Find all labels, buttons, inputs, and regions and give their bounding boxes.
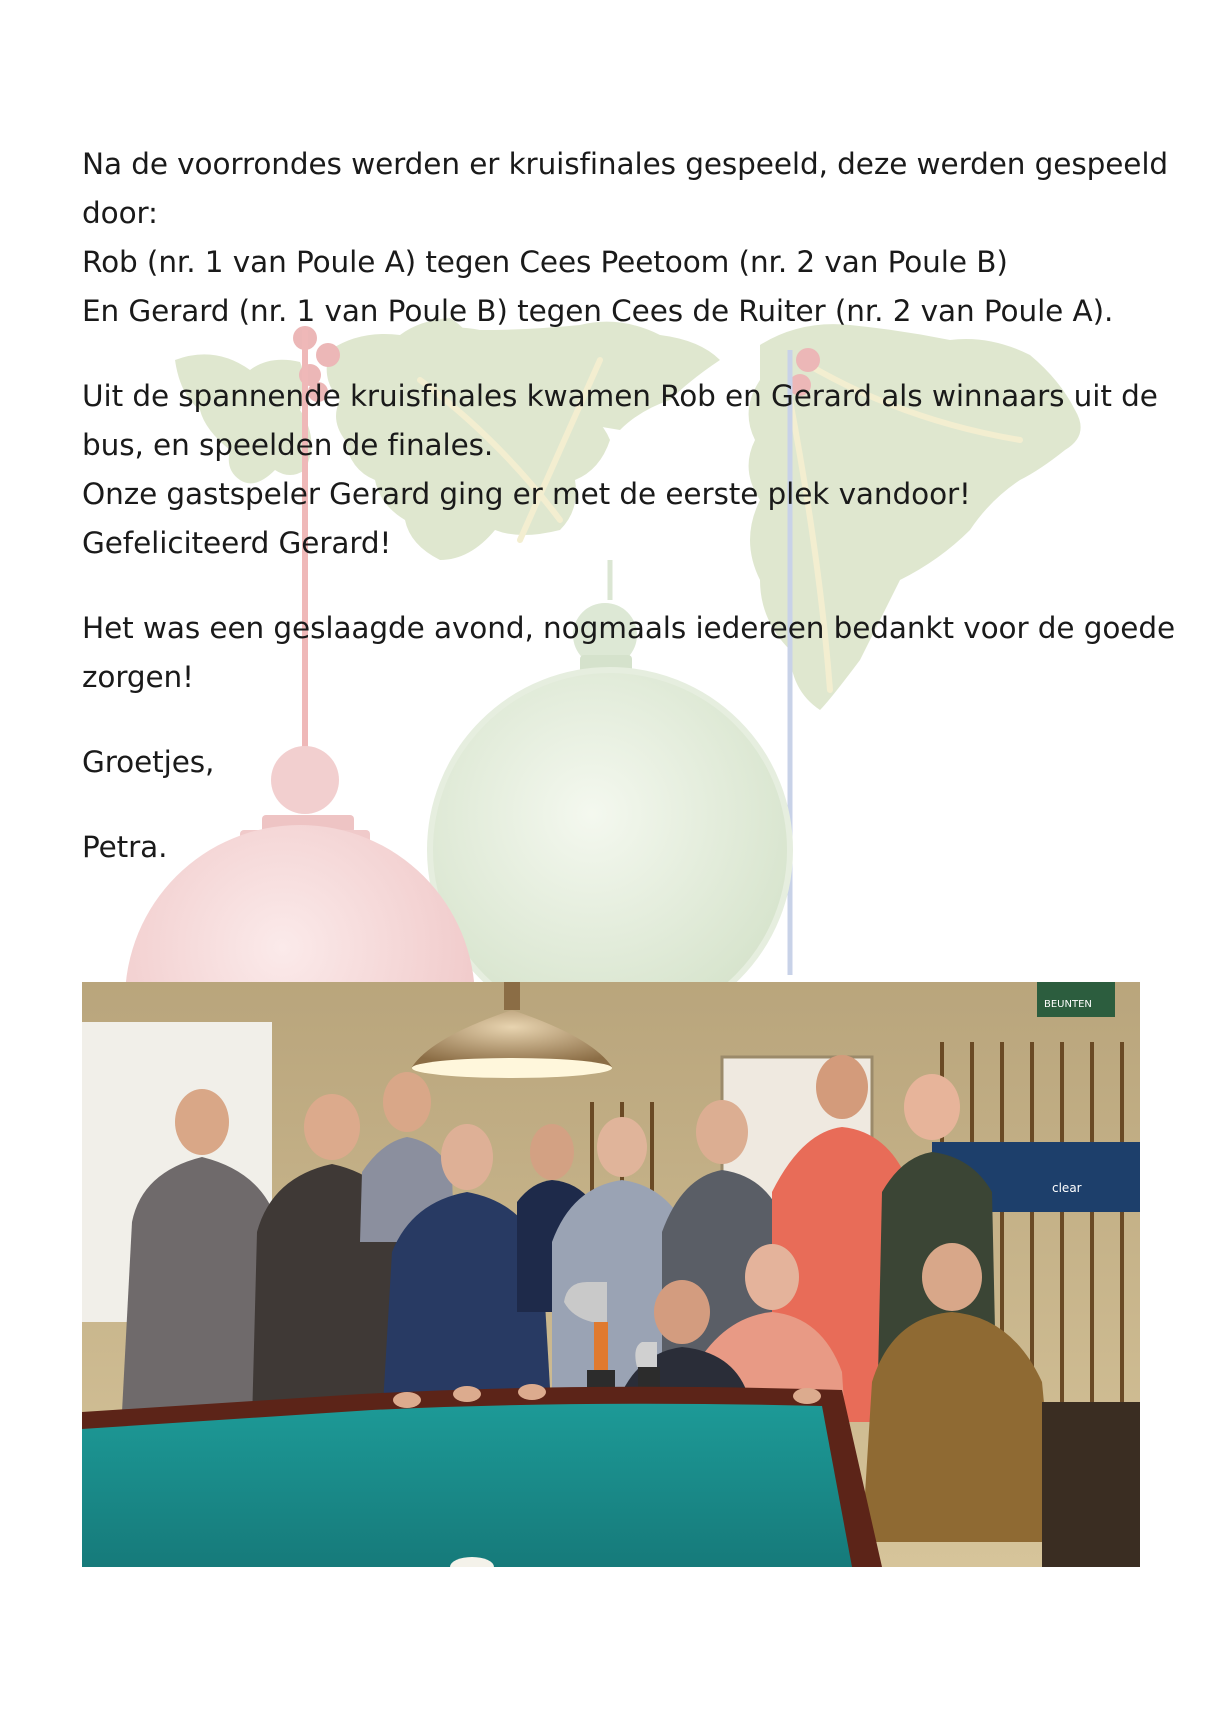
letter-line: Onze gastspeler Gerard ging er met de eerste plek vandoor! — [82, 477, 971, 511]
letter-line: Het was een geslaagde avond, nogmaals iedereen bedankt voor de goede — [82, 611, 1176, 645]
letter-line: zorgen! — [82, 660, 194, 694]
letter-line: Na de voorrondes werden er kruisfinales gespeeld, deze werden gespeeld — [82, 147, 1169, 181]
letter-line: bus, en speelden de finales. — [82, 428, 494, 462]
letter-line: Uit de spannende kruisfinales kwamen Rob en Gerard als winnaars uit de — [82, 379, 1158, 413]
letter-line: door: — [82, 196, 158, 230]
letter-line: Rob (nr. 1 van Poule A) tegen Cees Peetoom (nr. 2 van Poule B) — [82, 245, 1008, 279]
letter-signature: Petra. — [82, 830, 168, 864]
beunten-sign: BEUNTEN — [1044, 999, 1092, 1010]
letter-line: En Gerard (nr. 1 van Poule B) tegen Cees de Ruiter (nr. 2 van Poule A). — [82, 294, 1114, 328]
clear-sign: clear — [1052, 1181, 1082, 1195]
letter-line: Gefeliciteerd Gerard! — [82, 526, 392, 560]
billiard-table — [82, 1387, 882, 1567]
letter-body — [82, 140, 1176, 872]
letter-greeting: Groetjes, — [82, 745, 215, 779]
chair — [1042, 1402, 1140, 1567]
group-photo — [82, 982, 1140, 1567]
